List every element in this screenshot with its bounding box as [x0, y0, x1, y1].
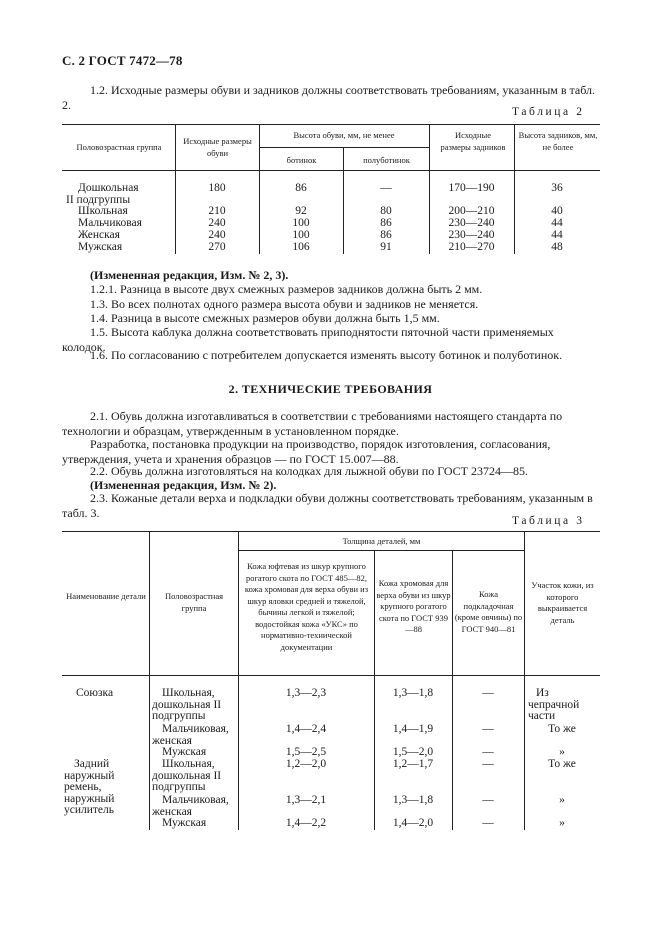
- t2-cell-half: 86: [380, 217, 392, 229]
- t3-cell-detail: Союзка: [76, 687, 114, 699]
- t2-head-base-size: Исходные размеры обуви: [183, 136, 252, 158]
- t2-cell-size: 210: [208, 205, 226, 217]
- t2-cell-ch: 40: [551, 205, 563, 217]
- t3-head-col-lining: Кожа подкладочная (кроме овчины) по ГОСТ 940—81: [454, 589, 523, 634]
- t3-cell-yuft: 1,3—2,3: [285, 687, 327, 699]
- t3-cell-yuft: 1,2—2,0: [285, 758, 327, 770]
- t2-cell-group: Мужская: [78, 241, 123, 253]
- t2-cell-csize: 230—240: [448, 217, 495, 229]
- paragraph-2-2: 2.2. Обувь должна изготовляться на колодках для лыжной обуви по ГОСТ 23724—85.: [90, 464, 528, 478]
- t2-cell-group: II подгруппы: [66, 194, 131, 206]
- t2-head-boots: ботинок: [286, 155, 317, 165]
- paragraph-1-5: 1.5. Высота каблука должна соответствовать приподнятости пяточной части применяемых колодок.: [62, 325, 554, 354]
- t2-cell-half: 91: [380, 241, 392, 253]
- t3-head-detail: Наименование детали: [66, 591, 146, 601]
- t3-cell-group: Школьная, дошкольная II подгруппы: [152, 687, 222, 722]
- t2-head-half-boots: полуботинок: [363, 155, 410, 165]
- t3-cell-area: »: [559, 794, 565, 806]
- t3-cell-group: Мужская: [162, 746, 207, 758]
- t3-cell-chrome: 1,4—2,0: [392, 817, 434, 829]
- t2-cell-csize: 200—210: [448, 205, 495, 217]
- t2-cell-size: 240: [208, 217, 226, 229]
- t2-cell-ch: 44: [551, 217, 563, 229]
- paragraph-1-6: 1.6. По согласованию с потребителем допускается изменять высоту ботинок и полуботинок.: [90, 348, 563, 362]
- table3-caption: Таблица 3: [512, 515, 585, 527]
- paragraph-2-1: 2.1. Обувь должна изготавливаться в соответствии с требованиями настоящего стандарта по технологии и образцам, утвержденным в установленном порядке.: [62, 409, 563, 438]
- t3-head-group: Половозрастная группа: [164, 591, 224, 613]
- t3-cell-area: То же: [548, 723, 576, 735]
- t3-cell-area: »: [559, 817, 565, 829]
- t2-head-height: Высота обуви, мм, не менее: [293, 130, 395, 140]
- t3-head-col-area: Участок кожи, из которого выкраивается деталь: [531, 580, 594, 625]
- t3-cell-chrome: 1,5—2,0: [392, 746, 434, 758]
- t3-cell-lining: —: [482, 817, 494, 829]
- t2-cell-boots: 86: [295, 182, 307, 194]
- t3-cell-area: »: [559, 746, 565, 758]
- t3-cell-chrome: 1,2—1,7: [392, 758, 434, 770]
- t3-cell-chrome: 1,3—1,8: [392, 794, 434, 806]
- paragraph-1-2-1: 1.2.1. Разница в высоте двух смежных размеров задников должна быть 2 мм.: [90, 282, 483, 296]
- paragraph-2-1b: Разработка, постановка продукции на производство, порядок изготовления, согласования, утверждения, учета и хранения образцов — по ГОСТ 15.007—88.: [62, 437, 551, 466]
- t3-cell-chrome: 1,4—1,9: [392, 723, 434, 735]
- t2-cell-boots: 106: [292, 241, 310, 253]
- t3-cell-yuft: 1,4—2,4: [285, 723, 327, 735]
- page-header: С. 2 ГОСТ 7472—78: [62, 53, 183, 68]
- t2-cell-csize: 230—240: [448, 229, 495, 241]
- t2-cell-size: 240: [208, 229, 226, 241]
- t3-cell-chrome: 1,3—1,8: [392, 687, 434, 699]
- t2-cell-group: Женская: [78, 229, 120, 241]
- t3-head-col-chrome: Кожа хромовая для верха обуви из шкур крупного рогатого скота по ГОСТ 939—88: [376, 578, 451, 634]
- t2-cell-half: 86: [380, 229, 392, 241]
- t2-cell-csize: 170—190: [448, 182, 495, 194]
- t2-cell-half: —: [380, 182, 392, 194]
- t3-cell-detail: Задний наружный ремень, наружный усилитель: [64, 758, 115, 816]
- paragraph-1-4: 1.4. Разница в высоте смежных размеров обуви должна быть 1,5 мм.: [90, 311, 440, 325]
- t2-cell-boots: 100: [292, 229, 310, 241]
- table2-caption: Таблица 2: [512, 106, 585, 118]
- section-title: 2. ТЕХНИЧЕСКИЕ ТРЕБОВАНИЯ: [228, 382, 433, 396]
- t2-head-counter-size: Исходные размеры задников: [440, 130, 506, 152]
- t3-cell-group: Школьная, дошкольная II подгруппы: [152, 758, 222, 793]
- t3-head-col-yuft: Кожа юфтевая из шкур крупного рогатого скота по ГОСТ 485—82, кожа хромовая для верха обуви из шкур яловки средней и тяжелой, бычины легкой и тяжелой; водостойкая кожа «УКС» по нормативно-технической документации: [244, 561, 369, 652]
- t3-cell-yuft: 1,3—2,1: [285, 794, 327, 806]
- t3-cell-yuft: 1,5—2,5: [285, 746, 327, 758]
- paragraph-2-3: 2.3. Кожаные детали верха и подкладки обуви должны соответствовать требованиям, указанным в табл. 3.: [62, 491, 593, 520]
- t2-cell-boots: 92: [295, 205, 307, 217]
- edit-note-2: (Измененная редакция, Изм. № 2).: [90, 478, 277, 492]
- t2-head-counter-height: Высота задников, мм, не более: [518, 130, 598, 152]
- t3-cell-lining: —: [482, 758, 494, 770]
- t3-cell-group: Мальчиковая, женская: [152, 723, 229, 747]
- t3-cell-area: Из чепрачной части: [528, 687, 580, 722]
- t2-cell-group: Школьная: [78, 205, 128, 217]
- t3-cell-yuft: 1,4—2,2: [285, 817, 327, 829]
- paragraph-1-3: 1.3. Во всех полнотах одного размера высота обуви и задников не меняется.: [90, 297, 479, 311]
- t2-cell-group: Дошкольная: [78, 182, 139, 194]
- t3-cell-group: Мужская: [162, 817, 207, 829]
- t3-cell-area: То же: [548, 758, 576, 770]
- t2-cell-boots: 100: [292, 217, 310, 229]
- t3-cell-group: Мальчиковая, женская: [152, 794, 229, 818]
- t3-cell-lining: —: [482, 687, 494, 699]
- t2-cell-size: 270: [208, 241, 226, 253]
- t2-cell-group: Мальчиковая: [78, 217, 142, 229]
- t2-head-group: Половозрастная группа: [76, 142, 162, 152]
- t2-cell-ch: 36: [551, 182, 563, 194]
- t2-cell-ch: 48: [551, 241, 563, 253]
- paragraph-1-2: 1.2. Исходные размеры обуви и задников должны соответствовать требованиям, указанным в табл. 2.: [62, 83, 596, 112]
- t3-cell-lining: —: [482, 723, 494, 735]
- t3-cell-lining: —: [482, 746, 494, 758]
- t3-head-thickness: Толщина деталей, мм: [342, 536, 421, 546]
- t2-cell-size: 180: [208, 182, 226, 194]
- t2-cell-ch: 44: [551, 229, 563, 241]
- edit-note-1: (Измененная редакция, Изм. № 2, 3).: [90, 268, 289, 282]
- t2-cell-half: 80: [380, 205, 392, 217]
- t2-cell-csize: 210—270: [448, 241, 495, 253]
- t3-cell-lining: —: [482, 794, 494, 806]
